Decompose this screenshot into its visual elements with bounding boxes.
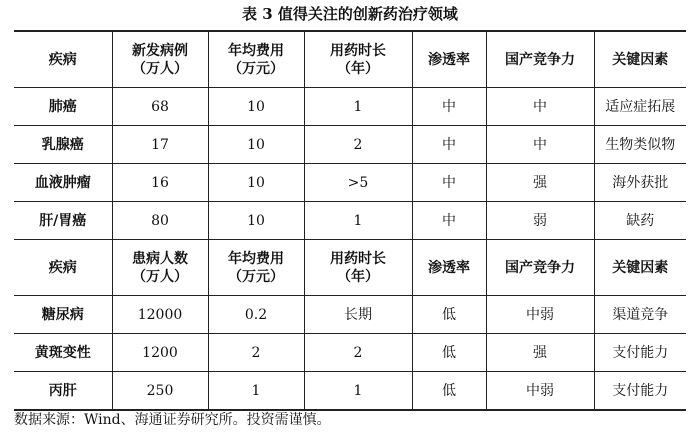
table-row [14,372,686,411]
table-cell: 中 [412,164,486,202]
header-cell: 用药时长 （年） [304,31,412,88]
table-cell: 1 [208,372,304,411]
table-cell: 10 [208,88,304,126]
header-cell: 渗透率 [412,240,486,296]
table-row [14,202,686,240]
table-cell: 12000 [112,296,208,334]
table-cell: 1200 [112,334,208,372]
table-title: 表 3 值得关注的创新药治疗领域 [242,5,458,23]
table-cell: 生物类似物 [594,126,686,164]
table-cell: 250 [112,372,208,411]
table-cell: 10 [208,126,304,164]
disease-cell: 丙肝 [14,372,112,411]
table-cell: 中 [412,88,486,126]
disease-cell: 血液肿瘤 [14,164,112,202]
table-cell: 1 [304,202,412,240]
disease-cell: 肺癌 [14,88,112,126]
table-cell: 1 [304,372,412,411]
header-cell: 年均费用 （万元） [208,31,304,88]
table-cell: 10 [208,164,304,202]
disease-cell: 黄斑变性 [14,334,112,372]
table-cell: 强 [486,334,594,372]
table-cell: 中弱 [486,372,594,411]
table-cell: 低 [412,296,486,334]
table-cell: 低 [412,334,486,372]
header-cell: 国产竞争力 [486,240,594,296]
table-cell: 2 [304,126,412,164]
table-row [14,126,686,164]
header-cell: 国产竞争力 [486,31,594,88]
table-cell: 弱 [486,202,594,240]
header-cell: 新发病例 （万人） [112,31,208,88]
table-cell: 2 [304,334,412,372]
header-cell: 患病人数 （万人） [112,240,208,296]
table-cell: 中 [486,126,594,164]
table-cell: 缺药 [594,202,686,240]
header-row [14,240,686,296]
table-cell: 支付能力 [594,334,686,372]
table-row [14,334,686,372]
table-cell: 渠道竞争 [594,296,686,334]
table-cell: 适应症拓展 [594,88,686,126]
table-cell: 强 [486,164,594,202]
disease-cell: 糖尿病 [14,296,112,334]
disease-cell: 乳腺癌 [14,126,112,164]
table-cell: 17 [112,126,208,164]
header-cell: 疾病 [14,240,112,296]
header-cell: 年均费用 （万元） [208,240,304,296]
source-note: 数据来源：Wind、海通证券研究所。投资需谨慎。 [14,412,331,428]
table-row [14,164,686,202]
header-cell: 疾病 [14,31,112,88]
table-cell: 中 [412,126,486,164]
table-cell: 支付能力 [594,372,686,411]
table-cell: 中 [486,88,594,126]
table-cell: 0.2 [208,296,304,334]
header-row [14,31,686,88]
header-cell: 渗透率 [412,31,486,88]
table-row [14,296,686,334]
table-cell: 长期 [304,296,412,334]
table-row [14,88,686,126]
header-cell: 用药时长 （年） [304,240,412,296]
table-cell: 80 [112,202,208,240]
table-cell: 中 [412,202,486,240]
table-cell: 1 [304,88,412,126]
disease-cell: 肝/胃癌 [39,212,87,229]
table-cell: >5 [304,164,412,202]
table-cell: 中弱 [486,296,594,334]
table-cell: 10 [208,202,304,240]
header-cell: 关键因素 [594,240,686,296]
drug-areas-table [14,30,686,411]
table-cell: 海外获批 [594,164,686,202]
table-cell: 2 [208,334,304,372]
table-cell: 16 [112,164,208,202]
table-cell: 低 [412,372,486,411]
table-cell: 68 [112,88,208,126]
header-cell: 关键因素 [594,31,686,88]
